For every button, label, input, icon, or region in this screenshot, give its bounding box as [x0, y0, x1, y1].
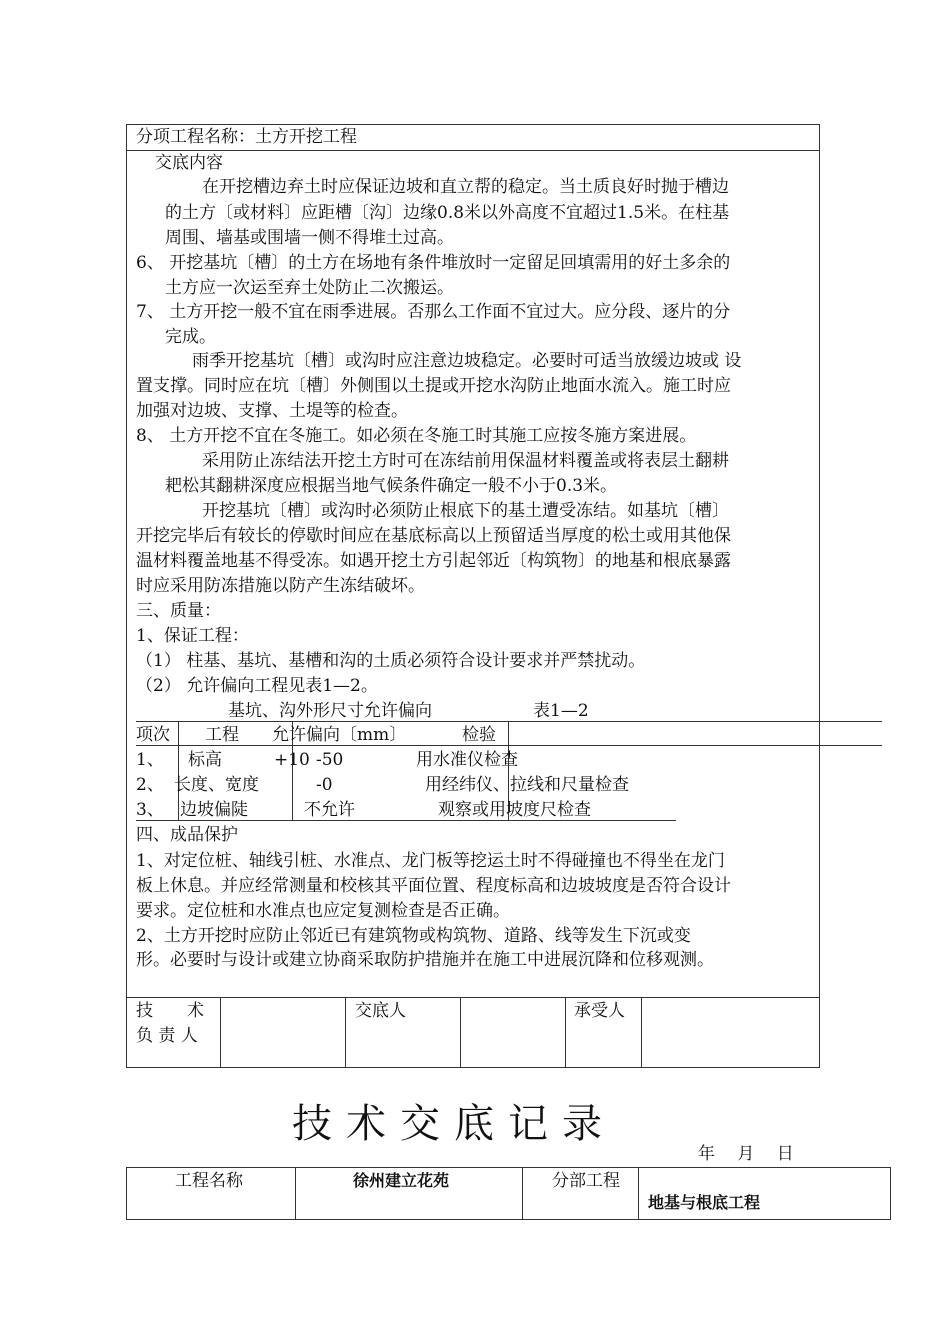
project-name-value: 徐州建立花苑	[353, 1171, 450, 1190]
paragraph-line: 采用防止冻结法开挖土方时可在冻结前用保温材料覆盖或将表层土翻耕	[202, 451, 729, 471]
sub-project-value: 地基与根底工程	[648, 1193, 761, 1212]
paragraph-line: 板上休息。并应经常测量和校核其平面位置、程度标高和边坡坡度是否符合设计	[136, 876, 731, 896]
table-cell: 不允许	[304, 800, 355, 820]
paragraph-line: 开挖基坑〔槽〕或沟时必须防止根底下的基土遭受冻结。如基坑〔槽〕	[202, 501, 729, 521]
table-cell: -0	[316, 775, 333, 795]
table-header-cell: 工程	[205, 725, 239, 745]
table-cell: 长度、宽度	[174, 775, 259, 795]
paragraph-line: 开挖完毕后有较长的停歇时间应在基底标高以上预留适当厚度的松土或用其他保	[136, 526, 731, 546]
paragraph-line: 要求。定位桩和水准点也应定复测检查是否正确。	[136, 901, 510, 921]
paragraph-line: 加强对边坡、支撑、土堤等的检查。	[136, 401, 408, 421]
sub-project-name: 分项工程名称：土方开挖工程	[136, 127, 357, 147]
paragraph-line: 周围、墙基或围墙一侧不得堆土过高。	[165, 228, 454, 248]
record-title: 技术交底记录	[292, 1101, 616, 1147]
table-number: 表1—2	[533, 701, 589, 721]
paragraph-line: 1、对定位桩、轴线引桩、水准点、龙门板等挖运土时不得碰撞也不得坐在龙门	[136, 851, 725, 871]
handover-label: 交底人	[355, 1001, 406, 1021]
table-header-cell: 项次	[136, 725, 170, 745]
signature-col-divider	[641, 997, 642, 1068]
table-cell: 边坡偏陡	[180, 800, 248, 820]
project-name-label: 工程名称	[175, 1171, 243, 1191]
table-cell: 3、	[136, 800, 164, 820]
paragraph-line: 置支撑。同时应在坑〔槽〕外侧围以土提或开挖水沟防止地面水流入。施工时应	[136, 376, 731, 396]
paragraph-line: 温材料覆盖地基不得受冻。如遇开挖土方引起邻近〔构筑物〕的地基和根底暴露	[136, 551, 731, 571]
table-cell: 观察或用坡度尺检查	[438, 800, 591, 820]
content-label: 交底内容	[155, 153, 223, 173]
record-col-divider	[295, 1167, 296, 1220]
paragraph-line: 的土方〔或材料〕应距槽〔沟〕边缘0.8米以外高度不宜超过1.5米。在柱基	[165, 203, 730, 223]
table-header-cell: 检验	[462, 725, 496, 745]
table-header-border	[136, 745, 882, 746]
signature-col-divider	[220, 997, 221, 1068]
paragraph-line: 雨季开挖基坑〔槽〕或沟时应注意边坡稳定。必要时可适当放缓边坡或 设	[192, 351, 742, 371]
tech-lead-label: 负 责 人	[136, 1026, 198, 1046]
table-header-cell: 允许偏向〔mm〕	[272, 725, 407, 745]
paragraph-line: 时应采用防冻措施以防产生冻结破坏。	[136, 576, 425, 596]
signature-row-divider	[126, 997, 820, 998]
record-date: 年 月 日	[698, 1144, 794, 1164]
paragraph-line: （2） 允许偏向工程见表1—2。	[136, 676, 378, 696]
paragraph-line: 耙松其翻耕深度应根据当地气候条件确定一般不小于0.3米。	[165, 476, 618, 496]
section-heading: 三、质量：	[136, 601, 221, 621]
paragraph-line: 8、 土方开挖不宜在冬施工。如必须在冬施工时其施工应按冬施方案进展。	[136, 426, 697, 446]
table-cell: 1、	[136, 750, 164, 770]
paragraph-line: 完成。	[165, 327, 216, 347]
paragraph-line: （1） 柱基、基坑、基槽和沟的土质必须符合设计要求并严禁扰动。	[136, 651, 646, 671]
paragraph-line: 6、 开挖基坑〔槽〕的土方在场地有条件堆放时一定留足回填需用的好土多余的	[136, 253, 731, 273]
table-cell: +10	[274, 750, 310, 770]
paragraph-line: 7、 土方开挖一般不宜在雨季进展。否那么工作面不宜过大。应分段、逐片的分	[136, 302, 731, 322]
record-col-divider	[522, 1167, 523, 1220]
table-top-border	[136, 721, 882, 722]
table-col-divider	[178, 721, 179, 820]
signature-col-divider	[345, 997, 346, 1068]
paragraph-line: 2、土方开挖时应防止邻近已有建筑物或构筑物、道路、线等发生下沉或变	[136, 926, 691, 946]
section-heading: 四、成品保护	[136, 825, 238, 845]
record-col-divider	[638, 1167, 639, 1220]
sub-project-label: 分部工程	[552, 1171, 620, 1191]
paragraph-line: 土方应一次运至弃土处防止二次搬运。	[165, 278, 454, 298]
table-cell: -50	[316, 750, 344, 770]
paragraph-line: 1、保证工程：	[136, 626, 249, 646]
table-cell: 用水准仪检查	[416, 750, 518, 770]
table-cell: 用经纬仪、拉线和尺量检查	[425, 775, 629, 795]
table-cell: 标高	[188, 750, 222, 770]
receiver-label: 承受人	[574, 1001, 625, 1021]
paragraph-line: 形。必要时与设计或建立协商采取防护措施并在施工中进展沉降和位移观测。	[136, 950, 714, 970]
signature-col-divider	[565, 997, 566, 1068]
table-caption: 基坑、沟外形尺寸允许偏向	[228, 701, 432, 721]
paragraph-line: 在开挖槽边弃土时应保证边坡和直立帮的稳定。当土质良好时抛于槽边	[202, 177, 729, 197]
table-cell: 2、	[136, 775, 164, 795]
signature-col-divider	[460, 997, 461, 1068]
header-divider	[126, 150, 820, 151]
tech-lead-label: 技 术	[136, 1001, 204, 1021]
